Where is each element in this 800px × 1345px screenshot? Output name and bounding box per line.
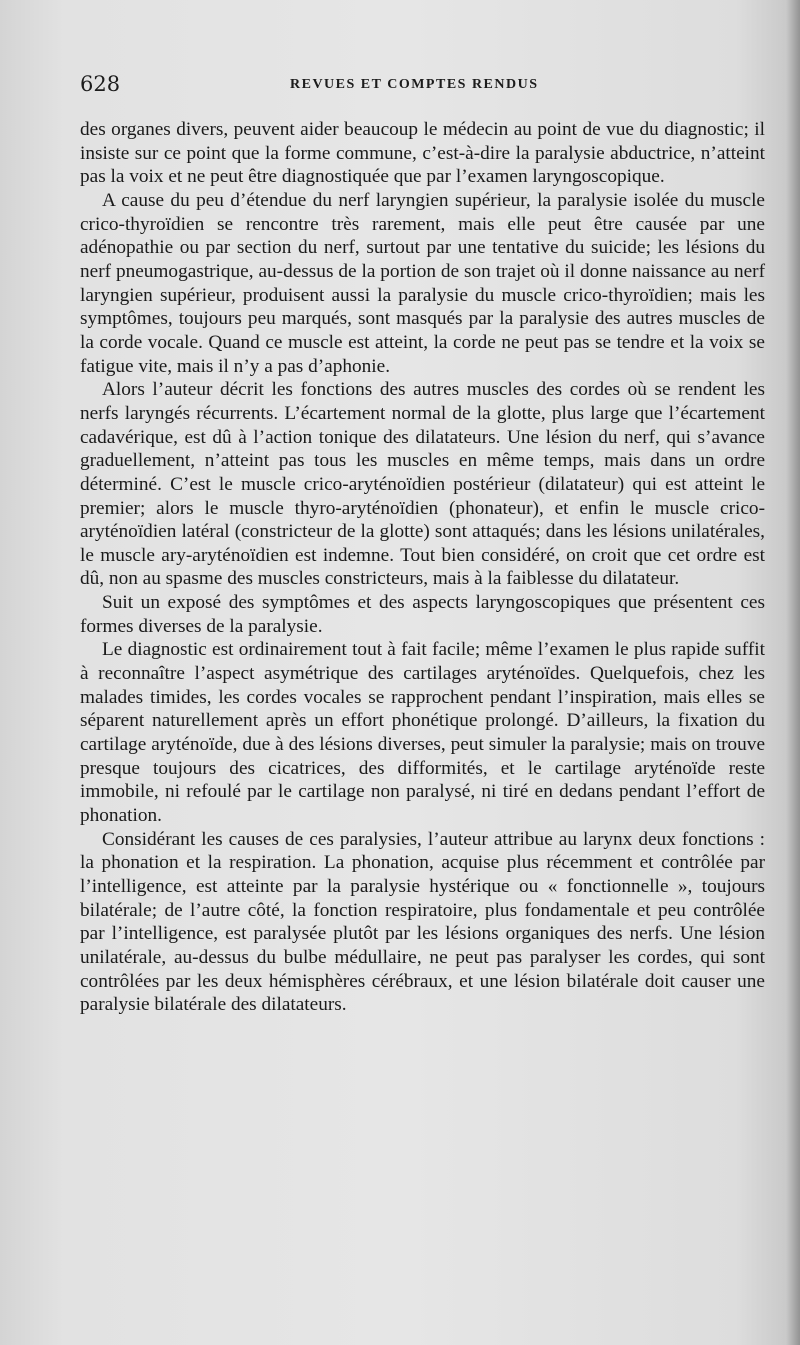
- paragraph-crico-thyroidien: A cause du peu d’étendue du nerf laryngien supérieur, la paralysie isolée du muscle crico-thyroïdien se rencontre très rarement, mais elle peut être causée par une adénopathie ou par section du nerf, surtout par une tentative du suicide; les lésions du nerf pneumogastrique, au-dessus de la portion de son trajet où il donne naissance au nerf laryngien supérieur, produisent aussi la paralysie du muscle crico-thyroïdien; mais les symptômes, toujours peu marqués, sont masqués par la paralysie des autres muscles de la corde vocale. Quand ce muscle est atteint, la corde ne peut pas se tendre et la voix se fatigue vite, mais il n’y a pas d’aphonie.: [80, 189, 765, 377]
- page-number: 628: [80, 72, 121, 96]
- paragraph-muscle-functions: Alors l’auteur décrit les fonctions des autres muscles des cordes où se rendent les nerfs laryngés récurrents. L’écartement normal de la glotte, plus large que l’écartement cadavérique, est dû à l’action tonique des dilatateurs. Une lésion du nerf, qui s’avance graduellement, n’atteint pas tous les muscles en même temps, mais dans un ordre déterminé. C’est le muscle crico-aryténoïdien postérieur (dilatateur) qui est atteint le premier; alors le muscle thyro-aryténoïdien (phonateur), et enfin le muscle crico-aryténoïdien latéral (constricteur de la glotte) sont attaqués; dans les lésions unilatérales, le muscle ary-aryténoïdien est indemne. Tout bien considéré, on croit que cet ordre est dû, non au spasme des muscles constricteurs, mais à la faiblesse du dilatateur.: [80, 379, 765, 590]
- running-head: REVUES ET COMPTES RENDUS: [290, 77, 539, 92]
- paragraph-diagnosis: Le diagnostic est ordinairement tout à fait facile; même l’examen le plus rapide suffit à reconnaître l’aspect asymétrique des cartilages aryténoïdes. Quelquefois, chez les malades timides, les cordes vocales se rapprochent pendant l’inspiration, mais elles se séparent naturellement après un effort phonétique prolongé. D’ailleurs, la fixation du cartilage aryténoïde, due à des lésions diverses, peut simuler la paralysie; mais on trouve presque toujours des cicatrices, des difformités, et le cartilage aryténoïde reste immobile, ni refoulé par le cartilage non paralysé, ni tiré en dedans pendant l’effort de phonation.: [80, 639, 765, 827]
- paragraph-continuation: des organes divers, peuvent aider beaucoup le médecin au point de vue du diagnostic; il insiste sur ce point que la forme commune, c’est-à-dire la paralysie abductrice, n’atteint pas la voix et ne peut être diagnostiquée que par l’examen laryngoscopique.: [80, 119, 765, 188]
- paragraph-symptoms: Suit un exposé des symptômes et des aspects laryngoscopiques que présentent ces formes diverses de la paralysie.: [80, 592, 765, 637]
- body-text: [80, 118, 765, 1017]
- page-header: [80, 72, 770, 102]
- paragraph-causes: Considérant les causes de ces paralysies, l’auteur attribue au larynx deux fonctions : la phonation et la respiration. La phonation, acquise plus récemment et contrôlée par l’intelligence, est atteinte par la paralysie hystérique ou « fonctionnelle », toujours bilatérale; de l’autre côté, la fonction respiratoire, plus fondamentale et peu contrôlée par l’intelligence, est paralysée plutôt par les lésions organiques des nerfs. Une lésion unilatérale, au-dessus du bulbe médullaire, ne peut pas paralyser les cordes, qui sont contrôlées par les deux hémisphères cérébraux, et une lésion bilatérale doit causer une paralysie bilatérale des dilatateurs.: [80, 828, 765, 1016]
